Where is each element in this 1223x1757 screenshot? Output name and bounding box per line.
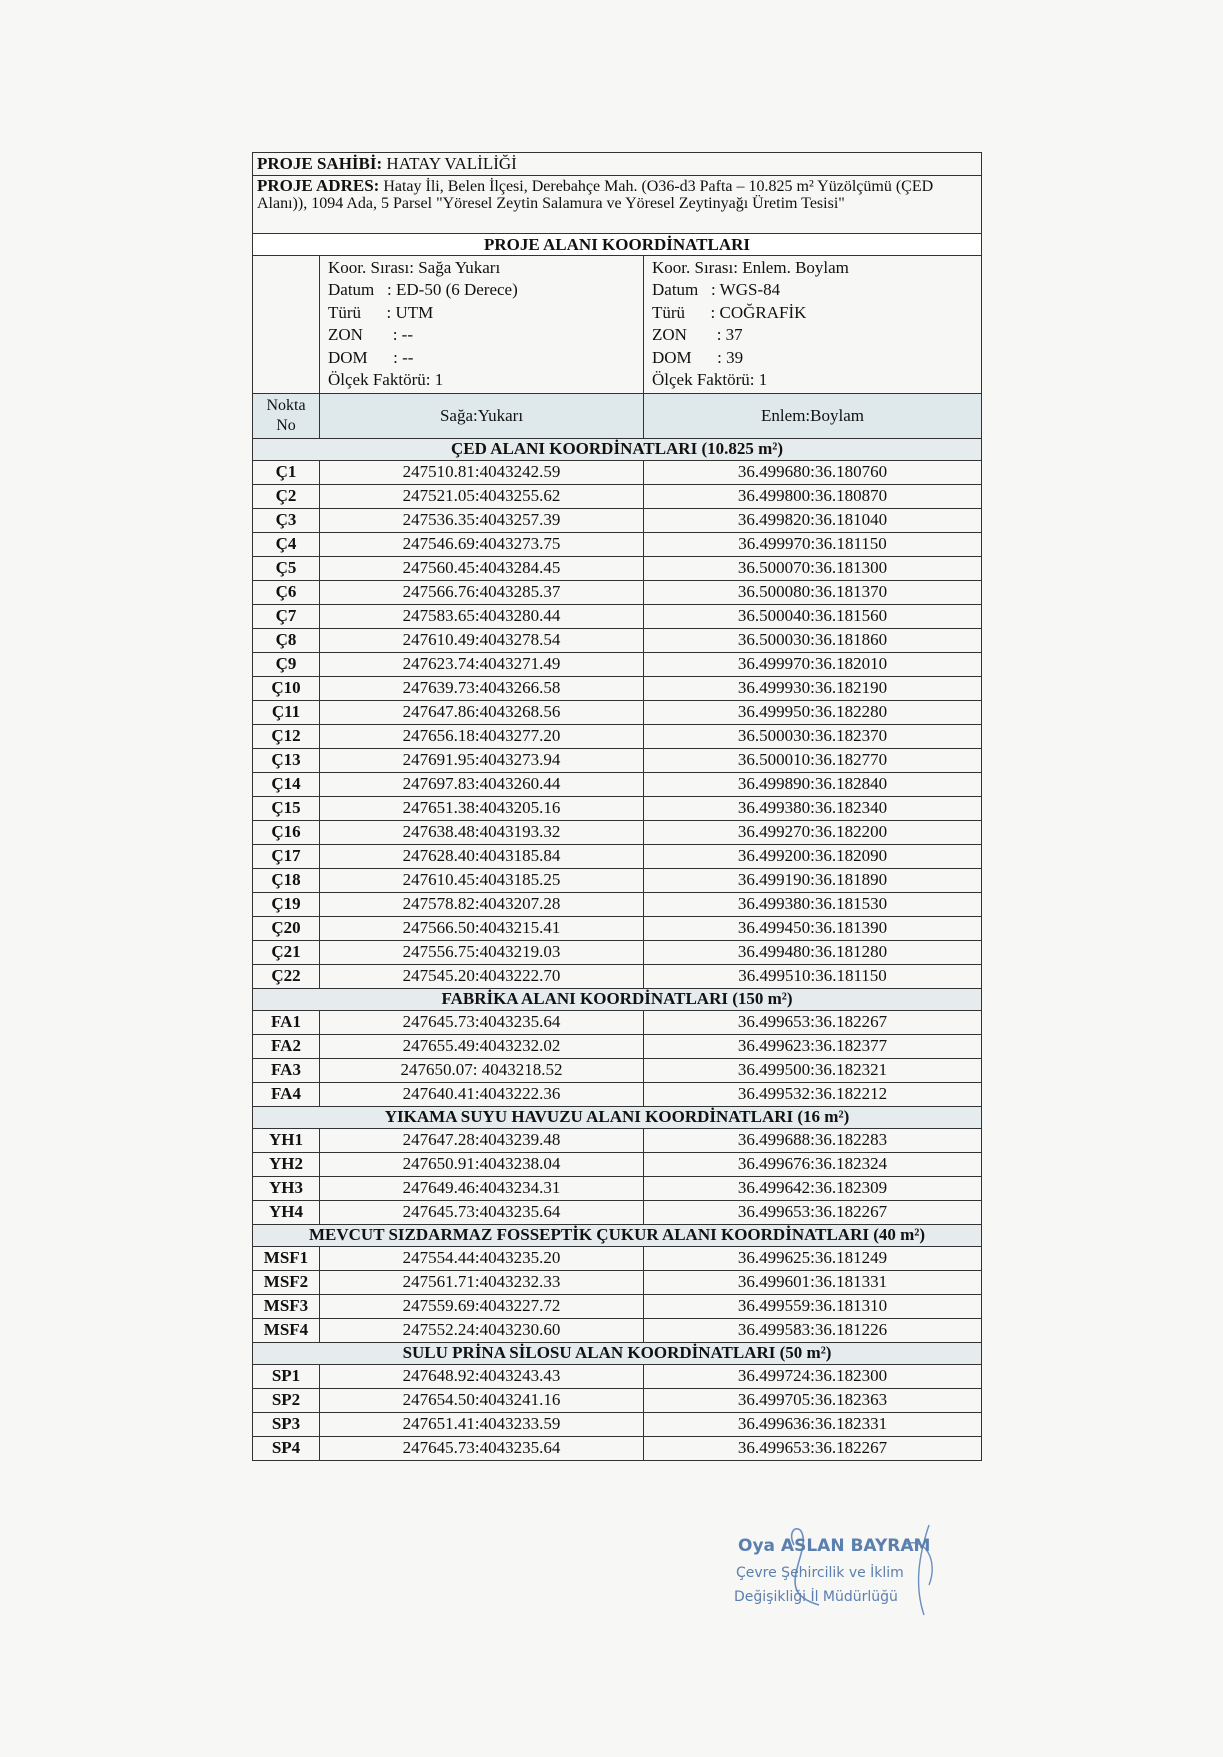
system-line: Ölçek Faktörü: 1 xyxy=(328,370,444,390)
geo-coordinate: 36.499480:36.181280 xyxy=(644,940,982,964)
signature-title-1: Çevre Şehircilik ve İklim xyxy=(736,1565,904,1581)
point-id: Ç4 xyxy=(253,532,320,556)
system-line: DOM : 39 xyxy=(652,347,744,367)
geo-coordinate: 36.499200:36.182090 xyxy=(644,844,982,868)
table-row xyxy=(253,1058,982,1082)
table-row xyxy=(253,1200,982,1224)
geo-coordinate: 36.499190:36.181890 xyxy=(644,868,982,892)
section-header-row xyxy=(253,1224,982,1246)
geo-coordinate: 36.499450:36.181390 xyxy=(644,916,982,940)
point-id: Ç10 xyxy=(253,676,320,700)
utm-coordinate: 247651.38:4043205.16 xyxy=(320,796,644,820)
signature-stamp xyxy=(724,1515,974,1635)
geo-coordinate: 36.499950:36.182280 xyxy=(644,700,982,724)
utm-coordinate: 247566.76:4043285.37 xyxy=(320,580,644,604)
table-row xyxy=(253,556,982,580)
table-row xyxy=(253,820,982,844)
system-line: Koor. Sırası: Sağa Yukarı xyxy=(328,258,501,277)
utm-coordinate: 247649.46:4043234.31 xyxy=(320,1176,644,1200)
point-id: Ç2 xyxy=(253,484,320,508)
point-id: Ç7 xyxy=(253,604,320,628)
section-header-row xyxy=(253,1106,982,1128)
table-row xyxy=(253,580,982,604)
meta-spacer xyxy=(253,256,320,394)
geo-coordinate: 36.499625:36.181249 xyxy=(644,1246,982,1270)
table-row xyxy=(253,1152,982,1176)
geo-coordinate: 36.499688:36.182283 xyxy=(644,1128,982,1152)
table-row xyxy=(253,1318,982,1342)
table-row xyxy=(253,916,982,940)
utm-coordinate: 247552.24:4043230.60 xyxy=(320,1318,644,1342)
utm-coordinate: 247650.91:4043238.04 xyxy=(320,1152,644,1176)
point-id: YH3 xyxy=(253,1176,320,1200)
point-id: Ç11 xyxy=(253,700,320,724)
table-row xyxy=(253,628,982,652)
point-id: SP2 xyxy=(253,1388,320,1412)
table-body xyxy=(253,153,982,1461)
geo-coordinate: 36.499380:36.181530 xyxy=(644,892,982,916)
coordinate-system-right xyxy=(644,256,982,394)
geo-coordinate: 36.499930:36.182190 xyxy=(644,676,982,700)
geo-coordinate: 36.499601:36.181331 xyxy=(644,1270,982,1294)
system-line: Türü : UTM xyxy=(328,302,434,322)
geo-coordinate: 36.499270:36.182200 xyxy=(644,820,982,844)
table-row xyxy=(253,652,982,676)
point-column-header: Nokta No xyxy=(253,393,320,438)
geo-coordinate: 36.499532:36.182212 xyxy=(644,1082,982,1106)
utm-coordinate: 247583.65:4043280.44 xyxy=(320,604,644,628)
utm-coordinate: 247536.35:4043257.39 xyxy=(320,508,644,532)
point-id: YH4 xyxy=(253,1200,320,1224)
utm-coordinate: 247691.95:4043273.94 xyxy=(320,748,644,772)
geo-coordinate: 36.499500:36.182321 xyxy=(644,1058,982,1082)
point-id: Ç3 xyxy=(253,508,320,532)
table-row xyxy=(253,748,982,772)
table-row xyxy=(253,796,982,820)
table-row xyxy=(253,844,982,868)
geo-coordinate: 36.499510:36.181150 xyxy=(644,964,982,988)
table-row xyxy=(253,1010,982,1034)
point-id: Ç21 xyxy=(253,940,320,964)
owner-label: PROJE SAHİBİ: xyxy=(257,154,383,174)
coordinates-table xyxy=(252,152,982,1461)
point-id: Ç15 xyxy=(253,796,320,820)
utm-coordinate: 247561.71:4043232.33 xyxy=(320,1270,644,1294)
point-id: MSF3 xyxy=(253,1294,320,1318)
utm-coordinate: 247648.92:4043243.43 xyxy=(320,1364,644,1388)
point-id: FA4 xyxy=(253,1082,320,1106)
section-title: YIKAMA SUYU HAVUZU ALANI KOORDİNATLARI (16 m²) xyxy=(253,1106,982,1128)
utm-coordinate: 247645.73:4043235.64 xyxy=(320,1010,644,1034)
geo-column-header: Enlem:Boylam xyxy=(644,393,982,438)
geo-coordinate: 36.499970:36.182010 xyxy=(644,652,982,676)
point-id: Ç14 xyxy=(253,772,320,796)
utm-coordinate: 247650.07: 4043218.52 xyxy=(320,1058,644,1082)
table-row xyxy=(253,1364,982,1388)
table-row xyxy=(253,940,982,964)
geo-coordinate: 36.499623:36.182377 xyxy=(644,1034,982,1058)
table-row xyxy=(253,1246,982,1270)
geo-coordinate: 36.499705:36.182363 xyxy=(644,1388,982,1412)
system-line: DOM : -- xyxy=(328,347,414,367)
geo-coordinate: 36.500070:36.181300 xyxy=(644,556,982,580)
section-title: MEVCUT SIZDARMAZ FOSSEPTİK ÇUKUR ALANI KOORDİNATLARI (40 m²) xyxy=(253,1224,982,1246)
address-value: Hatay İli, Belen İlçesi, Derebahçe Mah. (O36-d3 Pafta – 10.825 m² Yüzölçümü (ÇED Alanı)), 1094 Ada, 5 Parsel "Yöresel Zeytin Salamura ve Yöresel Zeytinyağı Üretim Tesisi" xyxy=(257,178,934,212)
geo-coordinate: 36.500010:36.182770 xyxy=(644,748,982,772)
geo-coordinate: 36.500040:36.181560 xyxy=(644,604,982,628)
table-row xyxy=(253,676,982,700)
table-row xyxy=(253,772,982,796)
utm-coordinate: 247645.73:4043235.64 xyxy=(320,1436,644,1460)
table-row xyxy=(253,1436,982,1460)
point-id: YH2 xyxy=(253,1152,320,1176)
point-id: Ç18 xyxy=(253,868,320,892)
geo-coordinate: 36.499680:36.180760 xyxy=(644,460,982,484)
point-id: Ç16 xyxy=(253,820,320,844)
geo-coordinate: 36.500030:36.182370 xyxy=(644,724,982,748)
table-row xyxy=(253,1270,982,1294)
section-header-row xyxy=(253,988,982,1010)
table-row xyxy=(253,604,982,628)
point-id: Ç22 xyxy=(253,964,320,988)
geo-coordinate: 36.500080:36.181370 xyxy=(644,580,982,604)
geo-coordinate: 36.499583:36.181226 xyxy=(644,1318,982,1342)
geo-coordinate: 36.499380:36.182340 xyxy=(644,796,982,820)
geo-coordinate: 36.499970:36.181150 xyxy=(644,532,982,556)
table-row xyxy=(253,892,982,916)
geo-coordinate: 36.500030:36.181860 xyxy=(644,628,982,652)
utm-coordinate: 247697.83:4043260.44 xyxy=(320,772,644,796)
utm-coordinate: 247556.75:4043219.03 xyxy=(320,940,644,964)
point-id: Ç5 xyxy=(253,556,320,580)
geo-coordinate: 36.499800:36.180870 xyxy=(644,484,982,508)
section-title: FABRİKA ALANI KOORDİNATLARI (150 m²) xyxy=(253,988,982,1010)
table-row xyxy=(253,1294,982,1318)
signature-name: Oya ASLAN BAYRAM xyxy=(738,1536,931,1556)
utm-coordinate: 247560.45:4043284.45 xyxy=(320,556,644,580)
system-line: ZON : 37 xyxy=(652,325,743,345)
utm-coordinate: 247655.49:4043232.02 xyxy=(320,1034,644,1058)
table-row xyxy=(253,724,982,748)
point-id: MSF2 xyxy=(253,1270,320,1294)
table-row xyxy=(253,1412,982,1436)
geo-coordinate: 36.499676:36.182324 xyxy=(644,1152,982,1176)
owner-value: HATAY VALİLİĞİ xyxy=(386,154,517,174)
system-line: Türü : COĞRAFİK xyxy=(652,302,807,322)
geo-coordinate: 36.499724:36.182300 xyxy=(644,1364,982,1388)
table-row xyxy=(253,1388,982,1412)
point-id: FA3 xyxy=(253,1058,320,1082)
address-row xyxy=(253,176,982,234)
system-line: Koor. Sırası: Enlem. Boylam xyxy=(652,258,849,277)
point-id: YH1 xyxy=(253,1128,320,1152)
utm-coordinate: 247647.86:4043268.56 xyxy=(320,700,644,724)
coordinate-system-left xyxy=(320,256,644,394)
utm-coordinate: 247628.40:4043185.84 xyxy=(320,844,644,868)
utm-coordinate: 247610.45:4043185.25 xyxy=(320,868,644,892)
table-row xyxy=(253,1082,982,1106)
geo-coordinate: 36.499559:36.181310 xyxy=(644,1294,982,1318)
utm-coordinate: 247638.48:4043193.32 xyxy=(320,820,644,844)
utm-coordinate: 247610.49:4043278.54 xyxy=(320,628,644,652)
utm-coordinate: 247654.50:4043241.16 xyxy=(320,1388,644,1412)
utm-coordinate: 247559.69:4043227.72 xyxy=(320,1294,644,1318)
table-row xyxy=(253,484,982,508)
table-row xyxy=(253,868,982,892)
utm-coordinate: 247640.41:4043222.36 xyxy=(320,1082,644,1106)
point-id: SP3 xyxy=(253,1412,320,1436)
table-row xyxy=(253,1128,982,1152)
utm-coordinate: 247546.69:4043273.75 xyxy=(320,532,644,556)
system-line: Datum : WGS-84 xyxy=(652,280,781,300)
point-id: Ç1 xyxy=(253,460,320,484)
utm-coordinate: 247656.18:4043277.20 xyxy=(320,724,644,748)
geo-coordinate: 36.499653:36.182267 xyxy=(644,1010,982,1034)
owner-row xyxy=(253,153,982,176)
geo-coordinate: 36.499890:36.182840 xyxy=(644,772,982,796)
point-id: MSF1 xyxy=(253,1246,320,1270)
section-header-row xyxy=(253,438,982,460)
point-id: FA2 xyxy=(253,1034,320,1058)
table-row xyxy=(253,532,982,556)
utm-coordinate: 247623.74:4043271.49 xyxy=(320,652,644,676)
system-line: Ölçek Faktörü: 1 xyxy=(652,370,768,390)
table-row xyxy=(253,1176,982,1200)
table-row xyxy=(253,1034,982,1058)
point-id: Ç9 xyxy=(253,652,320,676)
point-id: Ç13 xyxy=(253,748,320,772)
geo-coordinate: 36.499653:36.182267 xyxy=(644,1436,982,1460)
system-line: Datum : ED-50 (6 Derece) xyxy=(328,280,518,300)
point-id: MSF4 xyxy=(253,1318,320,1342)
utm-coordinate: 247645.73:4043235.64 xyxy=(320,1200,644,1224)
geo-coordinate: 36.499653:36.182267 xyxy=(644,1200,982,1224)
utm-coordinate: 247566.50:4043215.41 xyxy=(320,916,644,940)
point-id: SP4 xyxy=(253,1436,320,1460)
point-id: Ç20 xyxy=(253,916,320,940)
utm-coordinate: 247651.41:4043233.59 xyxy=(320,1412,644,1436)
signature-title-2: Değişikliği İl Müdürlüğü xyxy=(734,1589,898,1605)
utm-coordinate: 247647.28:4043239.48 xyxy=(320,1128,644,1152)
point-id: Ç6 xyxy=(253,580,320,604)
section-title: SULU PRİNA SİLOSU ALAN KOORDİNATLARI (50 m²) xyxy=(253,1342,982,1364)
utm-coordinate: 247521.05:4043255.62 xyxy=(320,484,644,508)
utm-coordinate: 247545.20:4043222.70 xyxy=(320,964,644,988)
geo-coordinate: 36.499820:36.181040 xyxy=(644,508,982,532)
point-id: Ç8 xyxy=(253,628,320,652)
utm-coordinate: 247554.44:4043235.20 xyxy=(320,1246,644,1270)
point-id: Ç19 xyxy=(253,892,320,916)
address-label: PROJE ADRES: xyxy=(257,176,380,195)
table-row xyxy=(253,964,982,988)
table-row xyxy=(253,700,982,724)
utm-coordinate: 247510.81:4043242.59 xyxy=(320,460,644,484)
utm-coordinate: 247578.82:4043207.28 xyxy=(320,892,644,916)
system-line: ZON : -- xyxy=(328,325,413,345)
geo-coordinate: 36.499642:36.182309 xyxy=(644,1176,982,1200)
section-title: ÇED ALANI KOORDİNATLARI (10.825 m²) xyxy=(253,438,982,460)
utm-column-header: Sağa:Yukarı xyxy=(320,393,644,438)
point-id: Ç12 xyxy=(253,724,320,748)
coords-title: PROJE ALANI KOORDİNATLARI xyxy=(253,234,982,256)
table-row xyxy=(253,508,982,532)
utm-coordinate: 247639.73:4043266.58 xyxy=(320,676,644,700)
geo-coordinate: 36.499636:36.182331 xyxy=(644,1412,982,1436)
point-id: FA1 xyxy=(253,1010,320,1034)
point-id: Ç17 xyxy=(253,844,320,868)
section-header-row xyxy=(253,1342,982,1364)
point-id: SP1 xyxy=(253,1364,320,1388)
table-row xyxy=(253,460,982,484)
